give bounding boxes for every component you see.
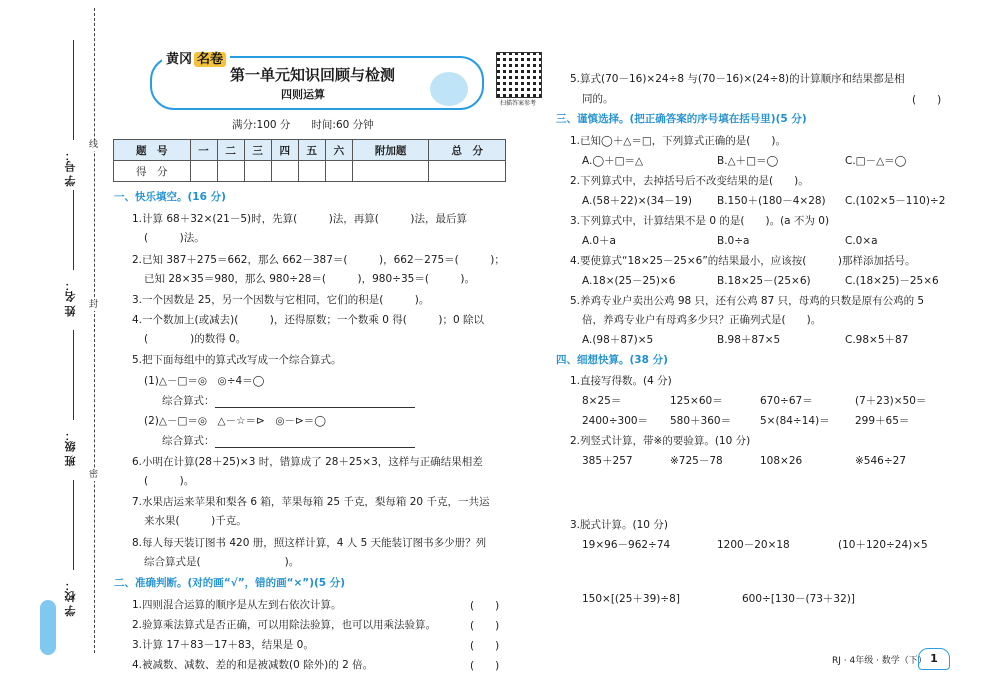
name-label: 姓 名：	[64, 280, 77, 317]
q3-5-choice-b[interactable]: B.98＋87×5	[717, 334, 781, 346]
brand-logo: 黄冈 名卷	[162, 48, 230, 67]
q1-4-line1: 4.一个数加上(或减去)( )，还得原数；一个数乘 0 得( )；0 除以	[132, 314, 484, 326]
score-cell[interactable]	[244, 161, 271, 182]
q3-5-line1: 5.养鸡专业户卖出公鸡 98 只，还有公鸡 87 只，母鸡的只数是原有公鸡的 5	[570, 295, 925, 307]
oral-item: 5×(84÷14)＝	[760, 415, 830, 427]
exam-number-blank[interactable]	[73, 40, 74, 140]
judge-answer-paren[interactable]: ( )	[912, 94, 942, 106]
q1-5-1: (1)△－□＝◎ ◎÷4＝◯	[144, 375, 265, 387]
score-cell[interactable]	[352, 161, 429, 182]
score-header-cell: 总 分	[429, 140, 506, 161]
q1-5-2: (2)△－□＝◎ △－☆＝⊳ ◎－⊳＝◯	[144, 415, 327, 427]
q1-5: 5.把下面每组中的算式改写成一个综合算式。	[132, 354, 342, 366]
vertical-calc-item: ※725－78	[670, 455, 723, 467]
step-calc-item: (10＋120÷24)×5	[838, 539, 928, 551]
combined-formula-label: 综合算式：	[162, 394, 415, 408]
score-table	[113, 139, 506, 182]
q1-7-line1: 7.水果店运来苹果和梨各 6 箱，苹果每箱 25 千克，梨每箱 20 千克，一共运	[132, 496, 490, 508]
page-subtitle: 四则运算	[281, 88, 325, 101]
vertical-calc-item: 108×26	[760, 455, 803, 467]
q2-1: 1.四则混合运算的顺序是从左到右依次计算。	[132, 599, 342, 611]
name-blank[interactable]	[73, 190, 74, 270]
q2-5-line2: 同的。	[582, 93, 614, 105]
q3-4: 4.要使算式“18×25－25×6”的结果最小，应该按( )那样添加括号。	[570, 255, 916, 267]
q1-8-line1: 8.每人每天装订图书 420 册，照这样计算，4 人 5 天能装订图书多少册？列	[132, 537, 487, 549]
exam-number-label: 学 号：	[64, 150, 77, 187]
q1-1-line2: ( )法。	[144, 232, 205, 244]
q3-1-choice-c[interactable]: C.□－△＝◯	[845, 155, 907, 167]
q1-6-line1: 6.小明在计算(28＋25)×3 时，错算成了 28＋25×3，这样与正确结果相差	[132, 456, 483, 468]
oral-item: 2400÷300＝	[582, 415, 649, 427]
section-3-heading: 三、谨慎选择。(把正确答案的序号填在括号里)(5 分)	[556, 113, 807, 125]
q1-6-line2: ( )。	[144, 475, 195, 487]
school-label: 学 校：	[64, 580, 77, 617]
section-4-heading: 四、细想快算。(38 分)	[556, 354, 668, 366]
bind-char-seal: 封	[89, 300, 99, 310]
judge-answer-paren[interactable]: ( )	[470, 600, 500, 612]
q4-1: 1.直接写得数。(4 分)	[570, 375, 672, 387]
q4-2: 2.列竖式计算，带※的要验算。(10 分)	[570, 435, 751, 447]
bind-char-line: 线	[89, 140, 99, 150]
score-row-label: 得 分	[114, 161, 191, 182]
exam-meta: 满分:100 分 时间:60 分钟	[232, 119, 374, 131]
q1-2-line2: 已知 28×35＝980，那么 980÷28＝( )，980÷35＝( )。	[144, 273, 476, 285]
q1-1-line1: 1.计算 68＋32×(21－5)时，先算( )法，再算( )法，最后算	[132, 213, 467, 225]
q1-7-line2: 来水果( )千克。	[144, 515, 247, 527]
oral-item: (7＋23)×50＝	[855, 395, 927, 407]
q3-2-choice-a[interactable]: A.(58＋22)×(34－19)	[582, 195, 692, 207]
q3-3: 3.下列算式中，计算结果不是 0 的是( )。(a 不为 0)	[570, 215, 830, 227]
school-blank[interactable]	[73, 480, 74, 570]
score-header-cell: 附加题	[352, 140, 429, 161]
q1-8-line2: 综合算式是( )。	[144, 556, 300, 568]
q3-3-choice-a[interactable]: A.0＋a	[582, 235, 616, 247]
oral-item: 125×60＝	[670, 395, 723, 407]
q3-3-choice-c[interactable]: C.0×a	[845, 235, 878, 247]
class-blank[interactable]	[73, 330, 74, 420]
footer-info: RJ · 4年级 · 数学（下）	[832, 656, 927, 666]
step-calc-item: 150×[(25＋39)÷8]	[582, 593, 680, 605]
q2-3: 3.计算 17＋83－17＋83，结果是 0。	[132, 639, 314, 651]
judge-answer-paren[interactable]: ( )	[470, 640, 500, 652]
score-header-cell: 三	[244, 140, 271, 161]
qr-caption: 扫描答案参考	[499, 100, 536, 107]
q3-2: 2.下列算式中，去掉括号后不改变结果的是( )。	[570, 175, 809, 187]
step-calc-item: 1200－20×18	[717, 539, 790, 551]
score-cell[interactable]	[298, 161, 325, 182]
q3-4-choice-a[interactable]: A.18×(25－25)×6	[582, 275, 676, 287]
vertical-calc-item: 385＋257	[582, 455, 633, 467]
judge-answer-paren[interactable]: ( )	[470, 660, 500, 672]
oral-item: 8×25＝	[582, 395, 622, 407]
q1-4-line2: ( )的数得 0。	[144, 333, 247, 345]
q3-4-choice-b[interactable]: B.18×25－(25×6)	[717, 275, 811, 287]
q3-3-choice-b[interactable]: B.0÷a	[717, 235, 750, 247]
score-cell[interactable]	[325, 161, 352, 182]
vertical-calc-item: ※546÷27	[855, 455, 906, 467]
score-cell[interactable]	[190, 161, 217, 182]
answer-blank[interactable]	[215, 397, 415, 408]
score-header-cell: 二	[217, 140, 244, 161]
q1-3: 3.一个因数是 25，另一个因数与它相同，它们的积是( )。	[132, 294, 430, 306]
q3-1-choice-b[interactable]: B.△＋□＝◯	[717, 155, 779, 167]
q4-3: 3.脱式计算。(10 分)	[570, 519, 668, 531]
answer-blank[interactable]	[215, 437, 415, 448]
score-header-cell: 四	[271, 140, 298, 161]
combined-formula-label: 综合算式：	[162, 434, 415, 448]
page-number: 1	[918, 648, 950, 670]
q2-5-line1: 5.算式(70－16)×24÷8 与(70－16)×(24÷8)的计算顺序和结果都是相	[570, 73, 905, 85]
oral-item: 299＋65＝	[855, 415, 910, 427]
score-cell[interactable]	[217, 161, 244, 182]
oral-item: 580＋360＝	[670, 415, 732, 427]
q3-1-choice-a[interactable]: A.◯＋□＝△	[582, 155, 644, 167]
q3-5-line2: 倍，养鸡专业户有母鸡多少只？正确列式是( )。	[582, 314, 822, 326]
score-header-cell: 六	[325, 140, 352, 161]
rabbit-mascot-icon	[430, 72, 468, 106]
q3-2-choice-c[interactable]: C.(102×5－110)÷2	[845, 195, 946, 207]
score-header-cell: 五	[298, 140, 325, 161]
q3-5-choice-a[interactable]: A.(98＋87)×5	[582, 334, 654, 346]
q3-4-choice-c[interactable]: C.(18×25)－25×6	[845, 275, 939, 287]
score-cell[interactable]	[429, 161, 506, 182]
step-calc-item: 600÷[130－(73＋32)]	[742, 593, 855, 605]
section-2-heading: 二、准确判断。(对的画“√”，错的画“×”)(5 分)	[114, 577, 346, 589]
q3-1: 1.已知◯＋△＝□，下列算式正确的是( )。	[570, 135, 786, 147]
page-title: 第一单元知识回顾与检测	[230, 66, 396, 84]
mascot-pencil-icon	[40, 600, 56, 655]
score-header-cell: 一	[190, 140, 217, 161]
bind-char-secret: 密	[89, 470, 99, 480]
q3-2-choice-b[interactable]: B.150＋(180－4×28)	[717, 195, 826, 207]
q2-4: 4.被减数、减数、差的和是被减数(0 除外)的 2 倍。	[132, 659, 374, 671]
step-calc-item: 19×96－962÷74	[582, 539, 671, 551]
qr-code-icon[interactable]	[496, 52, 542, 98]
score-header-cell: 题 号	[114, 140, 191, 161]
class-label: 班 级：	[64, 430, 77, 467]
oral-item: 670÷67＝	[760, 395, 813, 407]
score-cell[interactable]	[271, 161, 298, 182]
q3-5-choice-c[interactable]: C.98×5＋87	[845, 334, 909, 346]
q2-2: 2.验算乘法算式是否正确，可以用除法验算，也可以用乘法验算。	[132, 619, 437, 631]
q1-2-line1: 2.已知 387＋275＝662，那么 662－387＝( )，662－275＝( )；	[132, 254, 505, 266]
binding-dashed-line	[94, 8, 95, 653]
section-1-heading: 一、快乐填空。(16 分)	[114, 191, 226, 203]
judge-answer-paren[interactable]: ( )	[470, 620, 500, 632]
